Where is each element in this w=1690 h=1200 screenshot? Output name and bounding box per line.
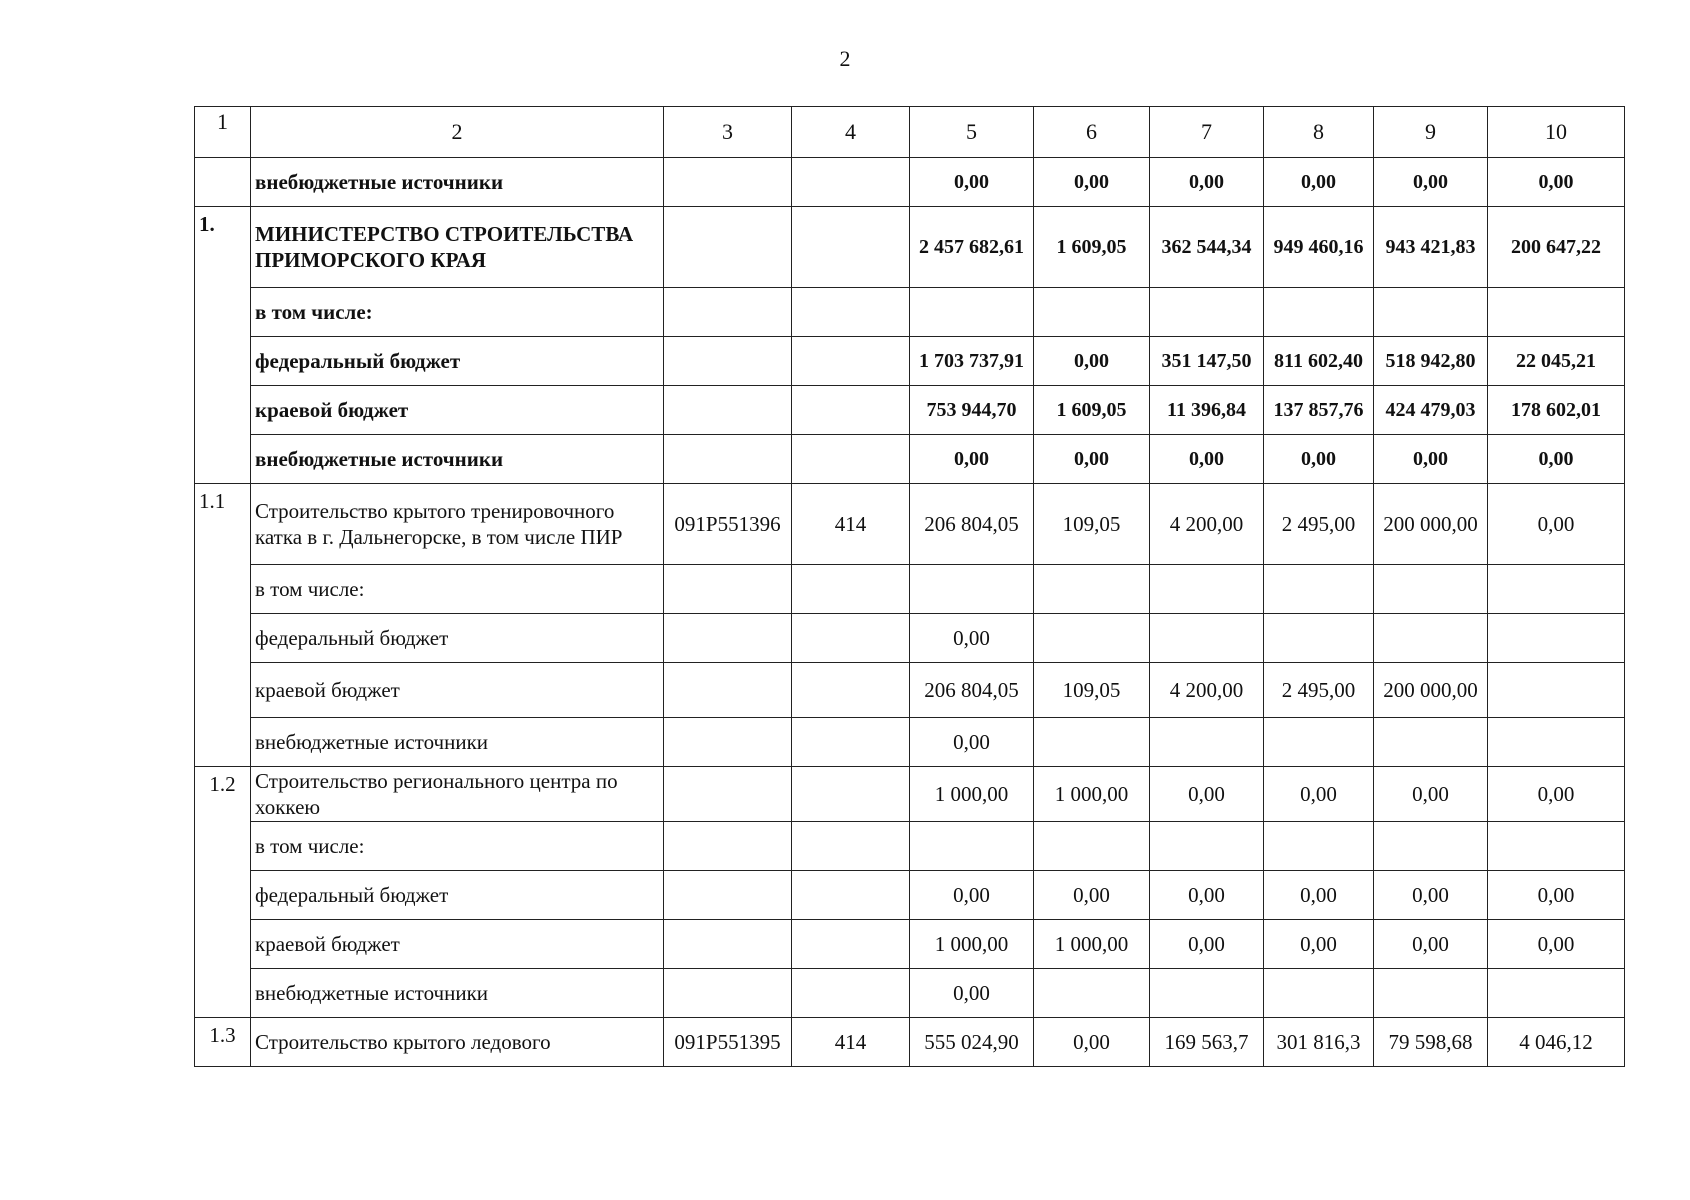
value-cell: 22 045,21 bbox=[1488, 337, 1625, 386]
value-cell: 518 942,80 bbox=[1374, 337, 1488, 386]
table-row bbox=[195, 718, 1625, 767]
row-number-cell bbox=[195, 158, 251, 207]
kvr-cell bbox=[792, 158, 910, 207]
value-cell: 109,05 bbox=[1034, 663, 1150, 718]
value-cell: 11 396,84 bbox=[1150, 386, 1264, 435]
header-cell: 8 bbox=[1264, 107, 1374, 158]
header-cell: 2 bbox=[251, 107, 664, 158]
value-cell: 0,00 bbox=[1374, 767, 1488, 822]
value-cell: 0,00 bbox=[1034, 337, 1150, 386]
row-label: внебюджетные источники bbox=[251, 158, 664, 207]
kvr-cell bbox=[792, 207, 910, 288]
table-row bbox=[195, 484, 1625, 565]
kvr-cell: 414 bbox=[792, 1018, 910, 1067]
header-cell: 6 bbox=[1034, 107, 1150, 158]
row-label: в том числе: bbox=[251, 288, 664, 337]
value-cell: 206 804,05 bbox=[910, 663, 1034, 718]
row-number-cell: 1.3 bbox=[195, 1018, 251, 1067]
value-cell: 753 944,70 bbox=[910, 386, 1034, 435]
value-cell: 0,00 bbox=[1150, 871, 1264, 920]
value-cell: 0,00 bbox=[1374, 158, 1488, 207]
header-cell: 10 bbox=[1488, 107, 1625, 158]
row-label: федеральный бюджет bbox=[251, 871, 664, 920]
row-label: Строительство крытого ледового bbox=[251, 1018, 664, 1067]
value-cell: 79 598,68 bbox=[1374, 1018, 1488, 1067]
row-label: МИНИСТЕРСТВО СТРОИТЕЛЬСТВА ПРИМОРСКОГО КРАЯ bbox=[251, 207, 664, 288]
value-cell: 4 200,00 bbox=[1150, 663, 1264, 718]
value-cell: 555 024,90 bbox=[910, 1018, 1034, 1067]
value-cell: 0,00 bbox=[1150, 920, 1264, 969]
code-cell: 091P551395 bbox=[664, 1018, 792, 1067]
header-cell: 9 bbox=[1374, 107, 1488, 158]
value-cell: 0,00 bbox=[1264, 767, 1374, 822]
code-cell bbox=[664, 767, 792, 822]
table-row bbox=[195, 1018, 1625, 1067]
value-cell: 0,00 bbox=[1034, 1018, 1150, 1067]
value-cell: 0,00 bbox=[1488, 920, 1625, 969]
value-cell: 0,00 bbox=[1374, 920, 1488, 969]
value-cell: 0,00 bbox=[1034, 158, 1150, 207]
kvr-cell bbox=[792, 767, 910, 822]
value-cell: 1 703 737,91 bbox=[910, 337, 1034, 386]
value-cell: 0,00 bbox=[1374, 871, 1488, 920]
header-cell: 3 bbox=[664, 107, 792, 158]
value-cell: 0,00 bbox=[1488, 767, 1625, 822]
value-cell: 2 457 682,61 bbox=[910, 207, 1034, 288]
table-row bbox=[195, 614, 1625, 663]
value-cell: 200 000,00 bbox=[1374, 663, 1488, 718]
value-cell: 301 816,3 bbox=[1264, 1018, 1374, 1067]
value-cell: 811 602,40 bbox=[1264, 337, 1374, 386]
code-cell: 091P551396 bbox=[664, 484, 792, 565]
table-row bbox=[195, 207, 1625, 288]
value-cell: 200 000,00 bbox=[1374, 484, 1488, 565]
value-cell: 0,00 bbox=[1150, 767, 1264, 822]
value-cell: 0,00 bbox=[1374, 435, 1488, 484]
row-label: Строительство регионального центра по хоккею bbox=[251, 767, 664, 822]
table-row bbox=[195, 822, 1625, 871]
table-row bbox=[195, 337, 1625, 386]
value-cell: 0,00 bbox=[910, 718, 1034, 767]
row-label: в том числе: bbox=[251, 822, 664, 871]
header-cell: 5 bbox=[910, 107, 1034, 158]
value-cell: 1 000,00 bbox=[910, 767, 1034, 822]
row-label: краевой бюджет bbox=[251, 663, 664, 718]
row-number-cell: 1.1 bbox=[195, 484, 251, 767]
value-cell: 0,00 bbox=[910, 435, 1034, 484]
value-cell: 0,00 bbox=[1264, 158, 1374, 207]
code-cell bbox=[664, 207, 792, 288]
value-cell: 200 647,22 bbox=[1488, 207, 1625, 288]
value-cell: 1 000,00 bbox=[1034, 767, 1150, 822]
value-cell: 137 857,76 bbox=[1264, 386, 1374, 435]
kvr-cell: 414 bbox=[792, 484, 910, 565]
table-row bbox=[195, 920, 1625, 969]
value-cell: 949 460,16 bbox=[1264, 207, 1374, 288]
row-label: федеральный бюджет bbox=[251, 337, 664, 386]
row-label: краевой бюджет bbox=[251, 386, 664, 435]
table-row bbox=[195, 663, 1625, 718]
value-cell: 0,00 bbox=[1488, 871, 1625, 920]
value-cell: 0,00 bbox=[1264, 435, 1374, 484]
value-cell: 2 495,00 bbox=[1264, 663, 1374, 718]
budget-table bbox=[194, 106, 1625, 1067]
value-cell: 0,00 bbox=[1034, 871, 1150, 920]
row-label: федеральный бюджет bbox=[251, 614, 664, 663]
row-label: в том числе: bbox=[251, 565, 664, 614]
row-label: внебюджетные источники bbox=[251, 718, 664, 767]
table-row bbox=[195, 158, 1625, 207]
value-cell: 0,00 bbox=[1264, 871, 1374, 920]
table-row bbox=[195, 386, 1625, 435]
table-row bbox=[195, 767, 1625, 822]
value-cell: 169 563,7 bbox=[1150, 1018, 1264, 1067]
value-cell: 1 000,00 bbox=[910, 920, 1034, 969]
value-cell: 0,00 bbox=[910, 158, 1034, 207]
value-cell: 0,00 bbox=[1264, 920, 1374, 969]
value-cell: 1 609,05 bbox=[1034, 386, 1150, 435]
value-cell: 0,00 bbox=[910, 871, 1034, 920]
table-row bbox=[195, 565, 1625, 614]
row-number-cell: 1. bbox=[195, 207, 251, 484]
value-cell: 362 544,34 bbox=[1150, 207, 1264, 288]
table-row bbox=[195, 871, 1625, 920]
header-row bbox=[195, 107, 1625, 158]
page-number: 2 bbox=[839, 46, 851, 71]
value-cell: 0,00 bbox=[1488, 158, 1625, 207]
value-cell: 4 200,00 bbox=[1150, 484, 1264, 565]
table-row bbox=[195, 435, 1625, 484]
value-cell: 0,00 bbox=[1488, 484, 1625, 565]
row-label: Строительство крытого тренировочного катка в г. Дальнегорске, в том числе ПИР bbox=[251, 484, 664, 565]
value-cell: 0,00 bbox=[1034, 435, 1150, 484]
row-label: внебюджетные источники bbox=[251, 435, 664, 484]
value-cell: 424 479,03 bbox=[1374, 386, 1488, 435]
row-number-cell: 1.2 bbox=[195, 767, 251, 1018]
value-cell: 943 421,83 bbox=[1374, 207, 1488, 288]
row-label: внебюджетные источники bbox=[251, 969, 664, 1018]
value-cell: 206 804,05 bbox=[910, 484, 1034, 565]
code-cell bbox=[664, 158, 792, 207]
value-cell: 0,00 bbox=[1150, 158, 1264, 207]
value-cell: 178 602,01 bbox=[1488, 386, 1625, 435]
value-cell: 0,00 bbox=[1488, 435, 1625, 484]
value-cell: 351 147,50 bbox=[1150, 337, 1264, 386]
row-label: краевой бюджет bbox=[251, 920, 664, 969]
value-cell: 0,00 bbox=[1150, 435, 1264, 484]
value-cell: 109,05 bbox=[1034, 484, 1150, 565]
value-cell: 4 046,12 bbox=[1488, 1018, 1625, 1067]
header-cell: 7 bbox=[1150, 107, 1264, 158]
value-cell: 1 000,00 bbox=[1034, 920, 1150, 969]
value-cell: 0,00 bbox=[910, 969, 1034, 1018]
table-row bbox=[195, 969, 1625, 1018]
table-row bbox=[195, 288, 1625, 337]
header-cell: 4 bbox=[792, 107, 910, 158]
value-cell: 0,00 bbox=[910, 614, 1034, 663]
value-cell: 1 609,05 bbox=[1034, 207, 1150, 288]
value-cell: 2 495,00 bbox=[1264, 484, 1374, 565]
header-cell: 1 bbox=[195, 107, 251, 158]
